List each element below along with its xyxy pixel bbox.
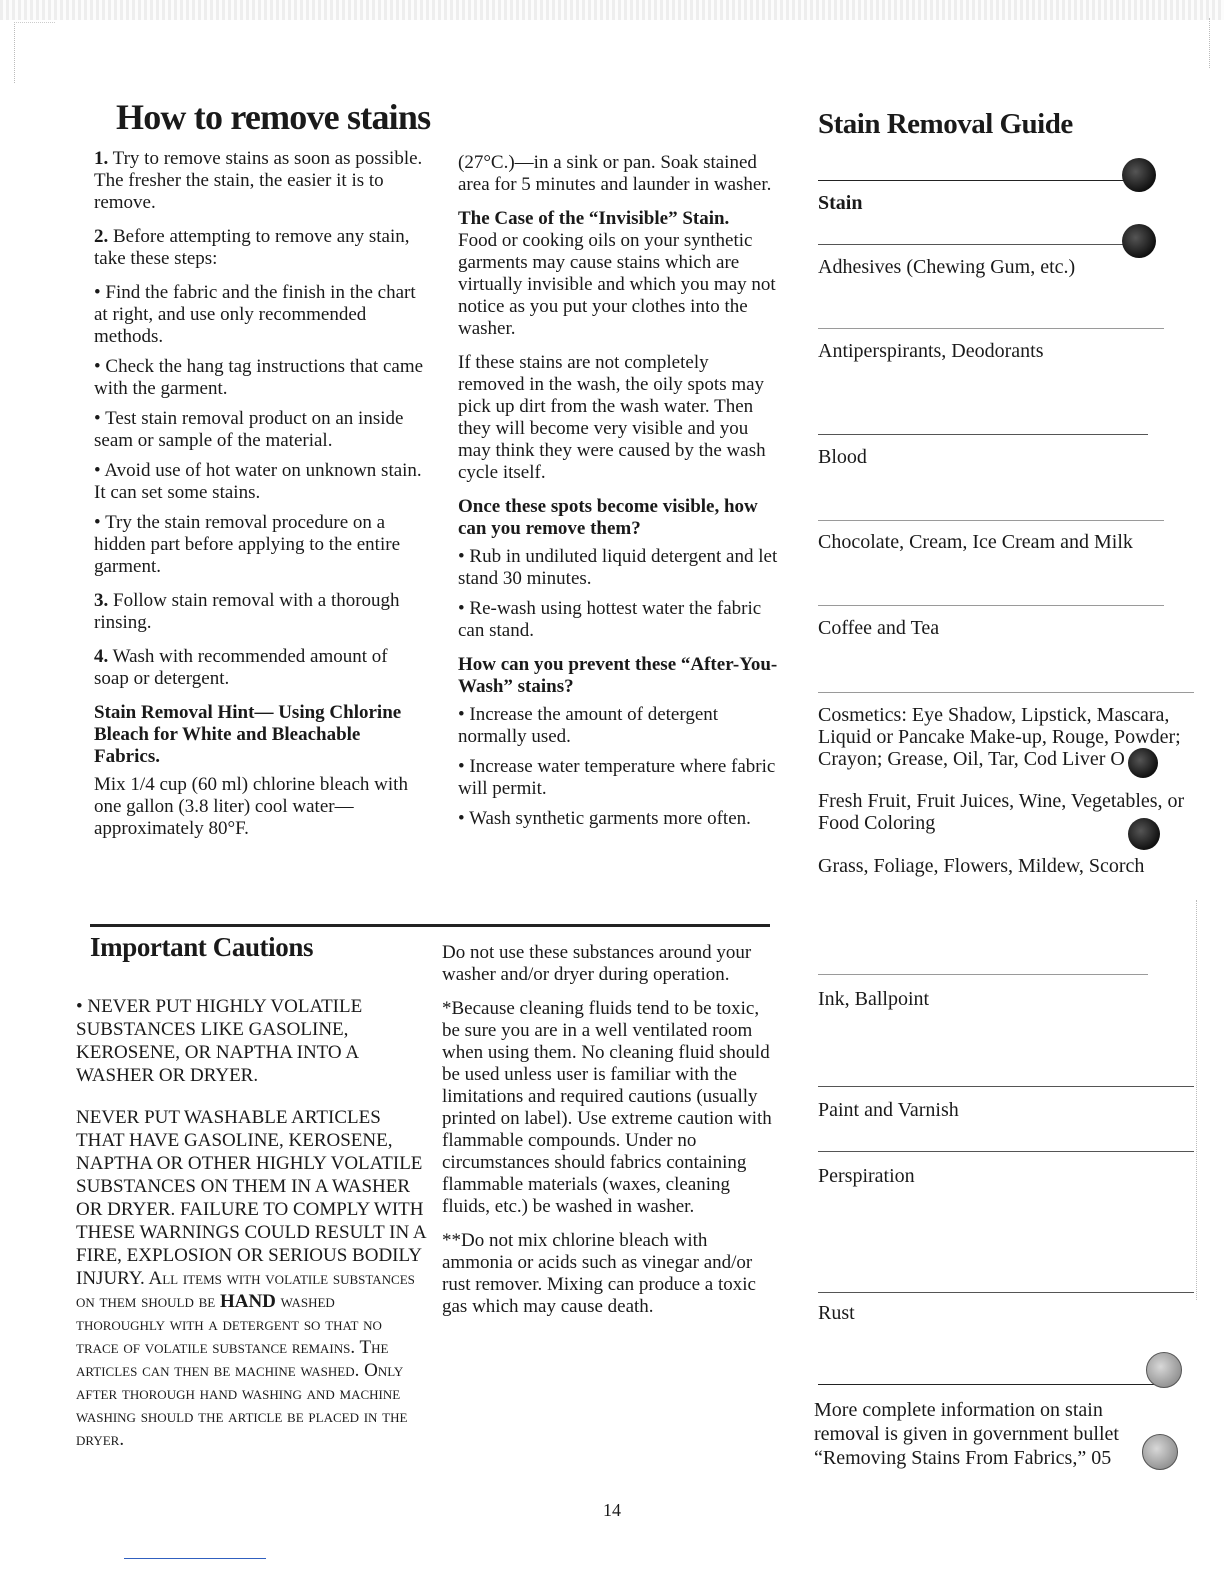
guide-row: Fresh Fruit, Fruit Juices, Wine, Vegetables, or Food Coloring (818, 790, 1185, 834)
guide-row: Coffee and Tea (818, 617, 940, 639)
guide-row: Ink, Ballpoint (818, 988, 930, 1010)
guide-row: Chocolate, Cream, Ice Cream and Milk (818, 531, 1133, 553)
guide-row: Rust (818, 1302, 855, 1324)
cautions-column-2 (442, 942, 772, 1330)
scan-artifact-edge (1196, 900, 1198, 1300)
guide-rule (818, 1292, 1194, 1293)
warning-2: NEVER PUT WASHABLE ARTICLES THAT HAVE GASOLINE, KEROSENE, NAPTHA OR OTHER HIGHLY VOLATILE SUBSTANCES ON THEM IN A WASHER OR DRYER. FAILURE TO COMPLY WITH THESE WARNINGS COULD RESULT IN A FIRE, EXPLOSION OR SERIOUS BODILY INJURY. All items with volatile substances on them should be HAND washed thoroughly with a detergent so that no trace of volatile substance remains. The articles can then be machine washed. Only after thorough hand washing and machine washing should the article be placed in the dryer. (76, 1107, 426, 1450)
guide-rule (818, 180, 1138, 181)
binder-hole-icon (1122, 158, 1156, 192)
bullet-item: • Avoid use of hot water on unknown stain. It can set some stains. (94, 460, 422, 503)
guide-rule (818, 692, 1194, 693)
instructions-column-1 (94, 148, 424, 852)
prevent-heading: How can you prevent these “After-You-Wash” stains? (458, 654, 778, 697)
caution-text-2: *Because cleaning fluids tend to be toxic, be sure you are in a well ventilated room when using them. No cleaning fluid should be used unless user is familiar with the limitations and required cautions (usually printed on label). Use extreme caution with flammable compounds. Under no circumstances should fabrics containing flammable materials (waxes, cleaning fluids, etc.) be washed in washer. (442, 998, 772, 1217)
visible-spots-heading: Once these spots become visible, how can you remove them? (458, 496, 758, 539)
guide-row: Grass, Foliage, Flowers, Mildew, Scorch (818, 855, 1145, 877)
bullet-item: • Wash synthetic garments more often. (458, 808, 751, 829)
step-1: 1. Try to remove stains as soon as possible. The fresher the stain, the easier it is to remove. (94, 148, 423, 213)
scan-artifact-left (14, 22, 55, 83)
guide-note: More complete information on stain removal is given in government bullet “Removing Stains From Fabrics,” 05 (814, 1399, 1119, 1469)
invisible-stain-text: Food or cooking oils on your synthetic garments may cause stains which are virtually invisible and which you may not notice as you put your clothes into the washer. (458, 230, 776, 339)
bullet-item: • Increase water temperature where fabric will permit. (458, 756, 776, 799)
bullet-item: • Try the stain removal procedure on a hidden part before applying to the entire garment. (94, 512, 401, 577)
bullet-item: • Test stain removal product on an inside seam or sample of the material. (94, 408, 404, 451)
step-3: 3. Follow stain removal with a thorough rinsing. (94, 590, 400, 633)
hint-heading: Stain Removal Hint— Using Chlorine Bleach for White and Bleachable Fabrics. (94, 702, 402, 767)
step-2: 2. Before attempting to remove any stain, take these steps: (94, 226, 410, 269)
binder-hole-icon (1128, 748, 1158, 778)
guide-rule (818, 1384, 1164, 1385)
step-4: 4. Wash with recommended amount of soap or detergent. (94, 646, 388, 689)
page-title: How to remove stains (116, 97, 431, 137)
cautions-title: Important Cautions (90, 932, 314, 962)
guide-row: Perspiration (818, 1165, 915, 1187)
scan-artifact-bottom (124, 1558, 266, 1559)
bullet-item: • Increase the amount of detergent normally used. (458, 704, 719, 747)
invisible-stain-text-2: If these stains are not completely removed in the wash, the oily spots may pick up dirt from the wash water. Then they will become very visible and you may think they were caused by the wash cycle itself. (458, 352, 766, 483)
guide-row: Antiperspirants, Deodorants (818, 340, 1044, 362)
binder-hole-icon (1122, 224, 1156, 258)
binder-hole-icon (1146, 1352, 1182, 1388)
guide-rule (818, 974, 1148, 975)
bullet-item: • Find the fabric and the finish in the chart at right, and use only recommended methods. (94, 282, 416, 347)
guide-title: Stain Removal Guide (818, 108, 1073, 140)
warning-1: • NEVER PUT HIGHLY VOLATILE SUBSTANCES LIKE GASOLINE, KEROSENE, OR NAPTHA INTO A WASHER OR DRYER. (76, 996, 363, 1086)
guide-row: Adhesives (Chewing Gum, etc.) (818, 256, 1076, 278)
guide-rule (818, 605, 1164, 606)
guide-row: Paint and Varnish (818, 1099, 959, 1121)
guide-row: Cosmetics: Eye Shadow, Lipstick, Mascara, Liquid or Pancake Make-up, Rouge, Powder; Crayon; Grease, Oil, Tar, Cod Liver O (818, 704, 1181, 770)
section-divider (90, 924, 770, 927)
caution-text-1: Do not use these substances around your washer and/or dryer during operation. (442, 942, 752, 985)
caution-text-3: **Do not mix chlorine bleach with ammonia or acids such as vinegar and/or rust remover. Mixing can produce a toxic gas which may cause death. (442, 1230, 756, 1317)
guide-rule (818, 1151, 1194, 1152)
binder-hole-icon (1142, 1434, 1178, 1470)
bullet-item: • Re-wash using hottest water the fabric can stand. (458, 598, 762, 641)
binder-hole-icon (1128, 818, 1160, 850)
hint-text: Mix 1/4 cup (60 ml) chlorine bleach with one gallon (3.8 liter) cool water—approximately 80°F. (94, 774, 408, 839)
guide-rule (818, 520, 1164, 521)
guide-rule (818, 244, 1138, 245)
hint-continued: (27°C.)—in a sink or pan. Soak stained area for 5 minutes and launder in washer. (458, 152, 772, 195)
instructions-column-2 (458, 152, 778, 842)
page-number: 14 (603, 1500, 621, 1520)
guide-header-stain: Stain (818, 192, 863, 214)
guide-rule (818, 434, 1148, 435)
stain-guide (816, 0, 1196, 1584)
invisible-stain-heading: The Case of the “Invisible” Stain. (458, 208, 730, 229)
guide-rule (818, 328, 1164, 329)
bullet-item: • Rub in undiluted liquid detergent and let stand 30 minutes. (458, 546, 778, 589)
cautions-column-1 (76, 976, 426, 1459)
guide-rule (818, 1086, 1194, 1087)
guide-row: Blood (818, 446, 867, 468)
bullet-item: • Check the hang tag instructions that came with the garment. (94, 356, 424, 399)
